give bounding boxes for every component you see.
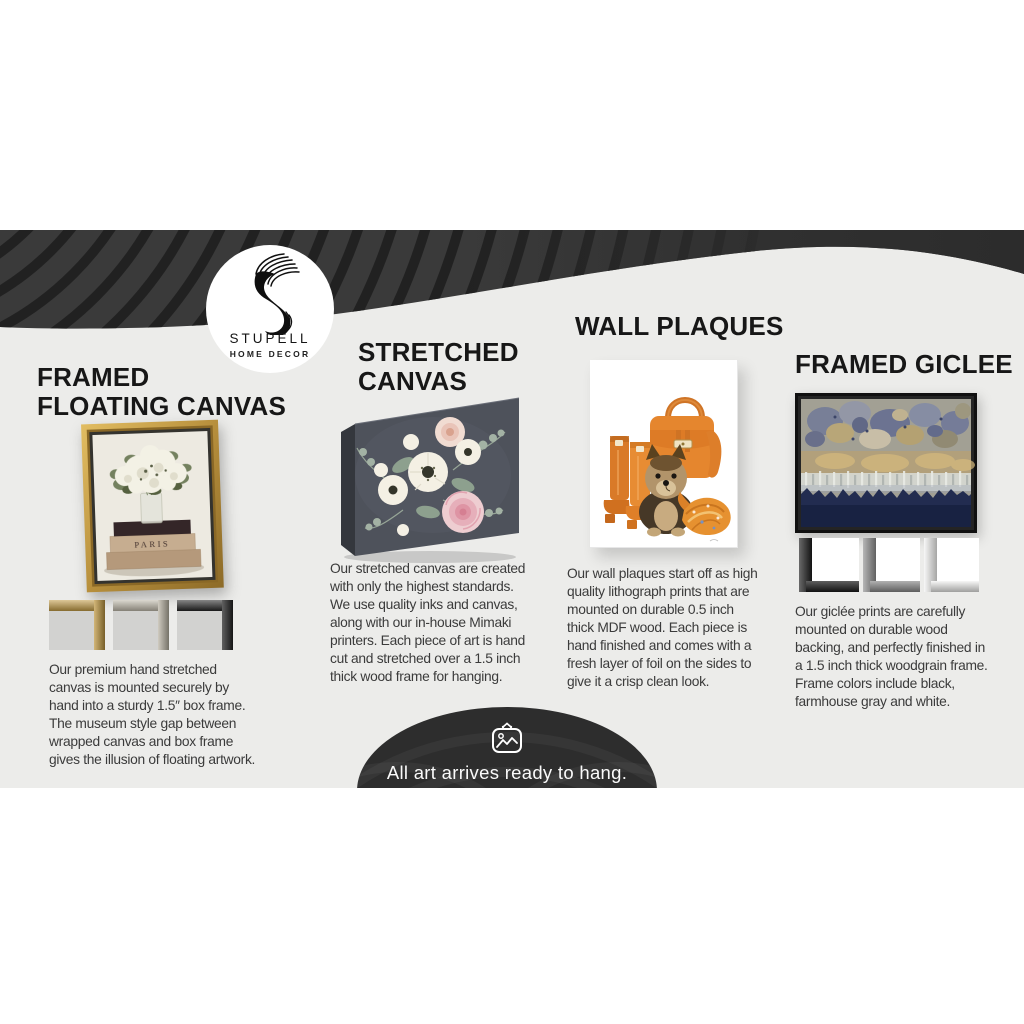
framed-giclee-description: Our giclée prints are carefully mounted on durable wood backing, and perfectly finished in a 1.5 inch thick woodgrain frame. Frame colors include black, farmhouse gray and white.: [795, 604, 988, 709]
frame-swatch-white: [924, 538, 979, 592]
section-title-framed-giclee: FRAMED GICLEE: [795, 349, 1013, 379]
brand-tagline: HOME DECOR: [229, 349, 311, 359]
frame-swatch-black: [177, 600, 233, 650]
frame-swatch-champagne: [113, 600, 169, 650]
brand-name: STUPELL: [229, 331, 311, 346]
wall-plaques-description: Our wall plaques start off as high quality lithograph prints that are mounted on durable 0.5 inch thick MDF wood. Each piece is hand finished and comes with a fresh layer of foil on the sides to give it a crisp clean look.: [567, 566, 758, 689]
footer-message: All art arrives ready to hang.: [386, 762, 628, 783]
floating-canvas-description: Our premium hand stretched canvas is mounted securely by hand into a sturdy 1.5″ box frame. The museum style gap between wrapped canvas and box frame gives the illusion of floating artwork.: [49, 662, 256, 767]
stupell-logo: [206, 245, 334, 373]
floating-frame-color-options: [49, 600, 233, 650]
frame-swatch-farmhouse-gray: [863, 538, 920, 592]
footer-banner: [357, 707, 657, 788]
stretched-canvas-description: Our stretched canvas are created with only the highest standards. We use quality inks and canvas, along with our in-house Mimaki printers. Each piece of art is hand cut and stretched over a 1.5 inch thick wood frame for hanging.: [330, 561, 526, 684]
stupell-s-icon: [239, 251, 301, 335]
dome-wave-pattern: [357, 707, 657, 788]
frame-swatch-gold: [49, 600, 105, 650]
framed-giclee-artwork: [795, 393, 977, 538]
floating-canvas-artwork: [81, 420, 224, 598]
wall-plaque-artwork: [590, 360, 738, 548]
stretched-canvas-artwork: [333, 390, 523, 572]
frame-swatch-black: [799, 538, 859, 592]
giclee-frame-color-options: [799, 538, 979, 592]
book-spine-label: PARIS: [134, 538, 171, 550]
section-title-wall-plaques: WALL PLAQUES: [575, 311, 784, 341]
content-area: [0, 230, 1024, 788]
section-title-stretched-canvas: STRETCHED CANVAS: [358, 337, 519, 396]
section-title-framed-floating-canvas: FRAMED FLOATING CANVAS: [37, 362, 287, 421]
